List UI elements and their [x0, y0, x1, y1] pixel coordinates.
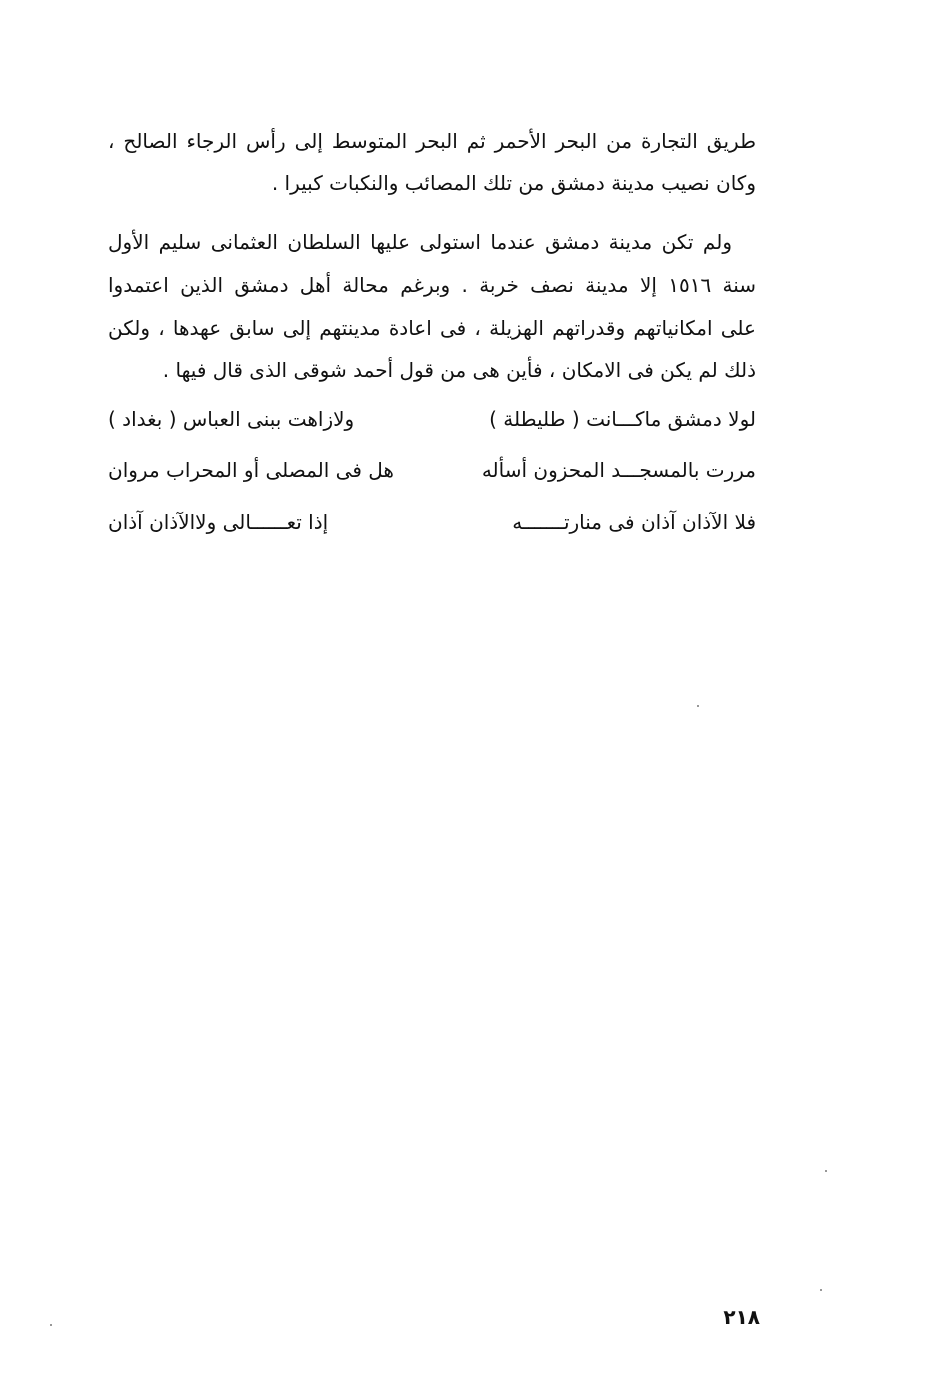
scan-speck	[825, 1170, 827, 1172]
verse-first-hemistich: لولا دمشق ماكـــانت ( طليطلة )	[489, 407, 756, 431]
paragraph-2-line-4: ذلك لم يكن فى الامكان ، فأين هى من قول أحمد شوقى الذى قال فيها .	[162, 358, 756, 382]
paragraph-2-line-2: سنة ١٥١٦ إلا مدينة نصف خربة . وبرغم محالة أهل دمشق الذين اعتمدوا	[108, 273, 756, 297]
poem-verse	[108, 404, 756, 434]
verse-second-hemistich: هل فى المصلى أو المحراب مروان	[108, 458, 394, 482]
paragraph-2-line-1: ولم تكن مدينة دمشق عندما استولى عليها السلطان العثمانى سليم الأول	[108, 230, 732, 254]
scan-speck	[820, 1289, 822, 1291]
verse-first-hemistich: مررت بالمسجـــد المحزون أسأله	[481, 458, 756, 482]
verse-first-hemistich: فلا الآذان آذان فى منارتـــــــه	[512, 510, 756, 534]
scan-speck	[697, 705, 699, 707]
scan-speck	[50, 1324, 52, 1326]
verse-second-hemistich: إذا تعــــــالى ولاالآذان آذان	[108, 510, 329, 534]
verse-second-hemistich: ولازاهت ببنى العباس ( بغداد )	[108, 407, 355, 431]
poem-verse	[108, 455, 756, 485]
paragraph-1-line-2: وكان نصيب مدينة دمشق من تلك المصائب والنكبات كبيرا .	[271, 171, 756, 195]
paragraph-2-line-3: على امكانياتهم وقدراتهم الهزيلة ، فى اعادة مدينتهم إلى سابق عهدها ، ولكن	[108, 316, 756, 340]
paragraph-1-line-1: طريق التجارة من البحر الأحمر ثم البحر المتوسط إلى رأس الرجاء الصالح ،	[108, 129, 756, 153]
poem-verse	[108, 507, 756, 537]
page-number: ٢١٨	[723, 1305, 760, 1329]
